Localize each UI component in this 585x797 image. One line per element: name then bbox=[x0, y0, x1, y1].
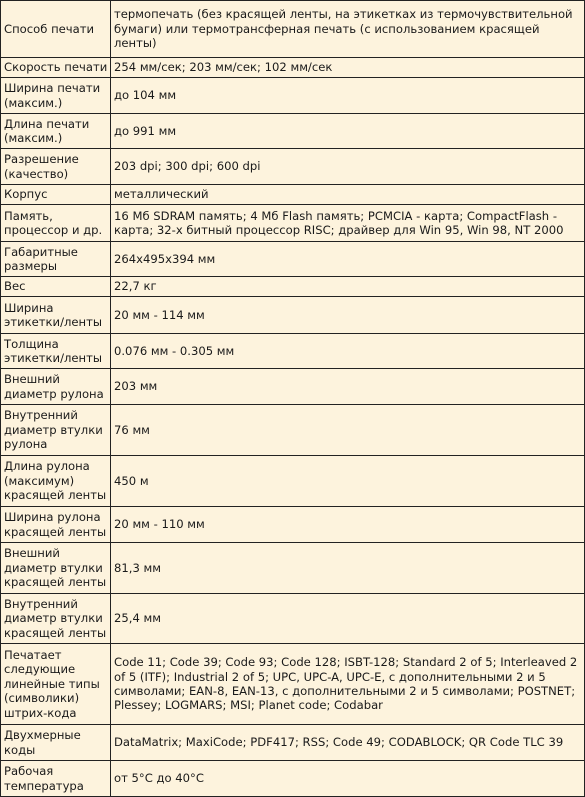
spec-value: от 5°C до 40°C bbox=[111, 761, 585, 797]
spec-label: Длина рулона (максимум) красящей ленты bbox=[1, 456, 111, 507]
spec-label: Двухмерные коды bbox=[1, 725, 111, 761]
spec-label: Способ печати bbox=[1, 1, 111, 58]
table-row bbox=[1, 114, 585, 149]
spec-label: Внутренний диаметр втулки красящей ленты bbox=[1, 594, 111, 644]
spec-label: Внешний диаметр втулки красящей ленты bbox=[1, 543, 111, 594]
spec-value: 254 мм/сек; 203 мм/сек; 102 мм/сек bbox=[111, 58, 585, 78]
spec-label: Ширина рулона красящей ленты bbox=[1, 507, 111, 543]
table-row bbox=[1, 1, 585, 58]
spec-label: Печатает следующие линейные типы (символики) штрих-кода bbox=[1, 644, 111, 725]
spec-value: Code 11; Code 39; Code 93; Code 128; ISBT-128; Standard 2 of 5; Interleaved 2 of 5 (ITF); Industrial 2 of 5; UPC, UPC-A, UPC-E, с дополнительными 2 и 5 символами; EAN-8, EAN-13, с дополнительными 2 и 5 символами; POSTNET; Plessey; LOGMARS; MSI; Planet code; Codabar bbox=[111, 644, 585, 725]
spec-label: Разрешение (качество) bbox=[1, 149, 111, 185]
spec-value: металлический bbox=[111, 185, 585, 205]
spec-value: до 104 мм bbox=[111, 78, 585, 114]
table-row bbox=[1, 149, 585, 185]
table-row bbox=[1, 205, 585, 242]
spec-label: Длина печати (максим.) bbox=[1, 114, 111, 149]
spec-label: Габаритные размеры bbox=[1, 242, 111, 277]
spec-label: Рабочая температура bbox=[1, 761, 111, 797]
spec-label: Скорость печати bbox=[1, 58, 111, 78]
spec-label: Ширина этикетки/ленты bbox=[1, 297, 111, 334]
spec-value: 203 мм bbox=[111, 369, 585, 405]
table-row bbox=[1, 456, 585, 507]
spec-value: 450 м bbox=[111, 456, 585, 507]
table-row bbox=[1, 78, 585, 114]
spec-value: 16 Мб SDRAM память; 4 Мб Flash память; PCMCIA - карта; CompactFlash - карта; 32-х битный процессор RISC; драйвер для Win 95, Win 98, NT 2000 bbox=[111, 205, 585, 242]
spec-value: 203 dpi; 300 dpi; 600 dpi bbox=[111, 149, 585, 185]
table-row bbox=[1, 405, 585, 456]
spec-label: Память, процессор и др. bbox=[1, 205, 111, 242]
spec-label: Корпус bbox=[1, 185, 111, 205]
spec-value: 81,3 мм bbox=[111, 543, 585, 594]
spec-value: 22,7 кг bbox=[111, 277, 585, 297]
spec-value: 20 мм - 114 мм bbox=[111, 297, 585, 334]
spec-value: DataMatrix; MaxiCode; PDF417; RSS; Code 49; CODABLOCK; QR Code TLC 39 bbox=[111, 725, 585, 761]
spec-label: Внутренний диаметр втулки рулона bbox=[1, 405, 111, 456]
spec-value: 20 мм - 110 мм bbox=[111, 507, 585, 543]
table-row bbox=[1, 369, 585, 405]
table-row bbox=[1, 58, 585, 78]
spec-value: до 991 мм bbox=[111, 114, 585, 149]
table-row bbox=[1, 761, 585, 797]
spec-label: Ширина печати (максим.) bbox=[1, 78, 111, 114]
table-row bbox=[1, 297, 585, 334]
spec-value: 25,4 мм bbox=[111, 594, 585, 644]
spec-label: Вес bbox=[1, 277, 111, 297]
spec-value: 264x495x394 мм bbox=[111, 242, 585, 277]
table-row bbox=[1, 277, 585, 297]
table-row bbox=[1, 185, 585, 205]
spec-label: Внешний диаметр рулона bbox=[1, 369, 111, 405]
spec-value: 0.076 мм - 0.305 мм bbox=[111, 334, 585, 369]
spec-value: 76 мм bbox=[111, 405, 585, 456]
table-row bbox=[1, 507, 585, 543]
spec-value: термопечать (без красящей ленты, на этикетках из термочувствительной бумаги) или термотрансферная печать (с использованием красящей ленты) bbox=[111, 1, 585, 58]
table-row bbox=[1, 644, 585, 725]
spec-label: Толщина этикетки/ленты bbox=[1, 334, 111, 369]
table-row bbox=[1, 543, 585, 594]
table-row bbox=[1, 334, 585, 369]
table-row bbox=[1, 242, 585, 277]
table-row bbox=[1, 594, 585, 644]
table-row bbox=[1, 725, 585, 761]
